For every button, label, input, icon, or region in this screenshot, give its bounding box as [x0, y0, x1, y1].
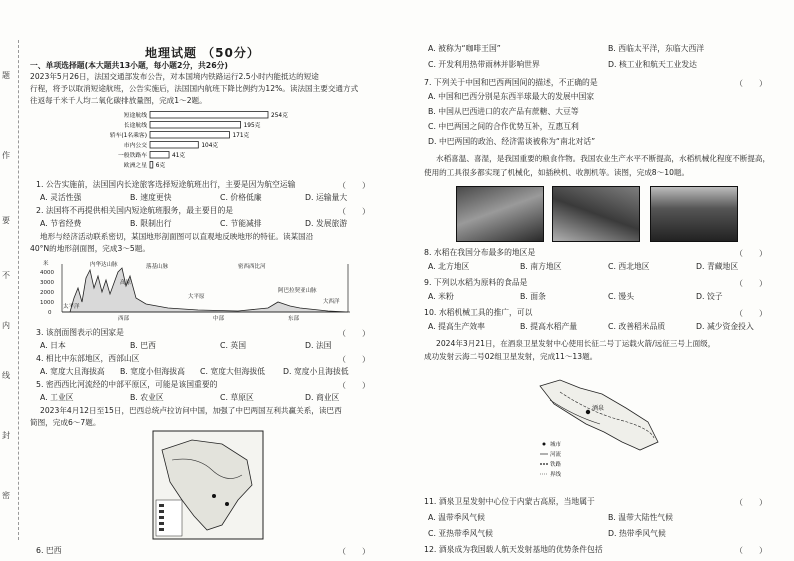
option: A. 提高生产效率	[428, 322, 485, 331]
legend-item: 城市	[550, 442, 562, 448]
margin-char: 不	[2, 271, 10, 280]
intro-line: 2023年4月12日至15日，巴西总统卢拉访问中国，加强了中巴两国互利共赢关系，读巴西	[40, 406, 342, 415]
option: A. 节省经费	[40, 219, 82, 228]
y-tick: 3000	[40, 280, 54, 286]
city-marker	[586, 410, 590, 414]
section-heading: 一、单项选择题(本大题共13小题，每小题2分，共26分)	[30, 61, 228, 70]
bar	[150, 132, 229, 139]
y-tick: 0	[48, 310, 52, 316]
profile-label: 大平原	[188, 294, 205, 300]
option: B. 限制出行	[130, 219, 172, 228]
question-stem: 5. 密西西比河流经的中部平原区，可能是该国重要的	[36, 380, 218, 389]
option: C. 开发利用热带雨林并影响世界	[428, 60, 540, 69]
legend-item: 界线	[550, 472, 562, 478]
city-label: 酒泉	[592, 405, 605, 412]
question-stem: 3. 该剖面图表示的国家是	[36, 328, 124, 337]
option: A. 工业区	[40, 393, 74, 402]
bar	[150, 122, 241, 129]
option: D. 商业区	[305, 393, 340, 402]
option: A. 被称为“咖啡王国”	[428, 44, 501, 53]
answer-blank[interactable]: （ ）	[338, 381, 370, 390]
option: C. 英国	[220, 341, 246, 350]
answer-blank[interactable]: （ ）	[735, 498, 767, 507]
option: B. 巴西	[130, 341, 156, 350]
option: D. 宽度小且海拔低	[283, 367, 349, 376]
question-stem: 10. 水稻机械工具的推广，可以	[424, 308, 533, 317]
margin-char: 内	[2, 321, 10, 330]
option: C. 亚热带季风气候	[428, 529, 493, 538]
option: C. 馒头	[608, 292, 634, 301]
option: C. 宽度大但海拔低	[200, 367, 265, 376]
rice-photo-1	[456, 186, 544, 242]
profile-label: 落基山脉	[146, 264, 169, 270]
answer-blank[interactable]: （ ）	[735, 249, 767, 258]
option: B. 提高水稻产量	[520, 322, 578, 331]
category-label: 轿车(1名乘客)	[109, 133, 147, 139]
option: D. 热带季风气候	[608, 529, 666, 538]
option: A. 中国和巴西分别是东西半球最大的发展中国家	[428, 92, 595, 101]
jiuquan-map	[530, 372, 670, 482]
value-label: 104克	[201, 143, 219, 149]
margin-char: 作	[2, 151, 10, 160]
option: D. 法国	[305, 341, 332, 350]
intro-line: 行程，将予以取消短途航班，公告实施后，法国国内航班下降比例约为12%。读法国主要交通方式	[30, 84, 359, 93]
question-stem: 11. 酒泉卫星发射中心位于内蒙古高原，当地属于	[424, 497, 595, 506]
bar	[150, 142, 198, 149]
question-stem: 4. 相比中东部地区，西部山区	[36, 354, 140, 363]
option: A. 米粉	[428, 292, 454, 301]
category-label: 一般铁路车	[118, 153, 147, 159]
intro-line: 往返每千米千人均二氧化碳排放量图，完成1～2题。	[30, 96, 207, 105]
option: C. 节能减排	[220, 219, 262, 228]
option: D. 发展旅游	[305, 219, 348, 228]
margin-char: 封	[2, 431, 10, 440]
intro-line: 水稻喜温、喜湿，是我国重要的粮食作物。我国农业生产水平不断提高，水稻机械化程度不断提高，	[436, 154, 771, 163]
option: C. 改善稻米品质	[608, 322, 666, 331]
answer-blank[interactable]: （ ）	[735, 546, 767, 555]
option: B. 速度更快	[130, 193, 172, 202]
option: C. 价格低廉	[220, 193, 262, 202]
option: C. 草原区	[220, 393, 254, 402]
answer-blank[interactable]: （ ）	[735, 79, 767, 88]
rice-photo-2	[552, 186, 640, 242]
intro-line: 成功发射云海二号02组卫星发射，完成11～13题。	[424, 352, 598, 361]
y-unit: 米	[43, 261, 49, 267]
option: B. 西临太平洋，东临大西洋	[608, 44, 705, 53]
value-label: 254克	[271, 113, 288, 119]
y-tick: 4000	[40, 270, 54, 276]
option: B. 中国从巴西进口的农产品有蔗糖、大豆等	[428, 107, 579, 116]
category-label: 长途航线	[123, 123, 147, 129]
profile-label: 阿巴拉契亚山脉	[278, 288, 317, 294]
intro-line: 地形与经济活动联系密切，某国地形剖面图可以直观地反映地形的特征。读某国沿	[40, 232, 314, 241]
intro-line: 使用的工具很多都实现了机械化，如插秧机、收割机等。读图，完成8～10题。	[424, 168, 690, 177]
page-title: 地理试题 （50分）	[145, 46, 260, 60]
option: C. 西北地区	[608, 262, 650, 271]
option: A. 宽度大且海拔高	[40, 367, 105, 376]
terrain-profile	[38, 258, 358, 324]
bar	[150, 112, 268, 119]
question-stem: 2. 法国将不再提供相关国内短途航班服务，最主要目的是	[36, 206, 234, 215]
bar	[150, 152, 169, 159]
option: B. 宽度小但海拔高	[120, 367, 185, 376]
option: D. 饺子	[696, 292, 723, 301]
margin-char: 要	[2, 216, 10, 225]
option: A. 温带季风气候	[428, 513, 485, 522]
option: D. 中巴两国的政治、经济需谈被称为“南北对话”	[428, 137, 596, 146]
profile-label: 大西洋	[323, 299, 340, 305]
category-label: 市内公交	[123, 143, 147, 149]
value-label: 41克	[172, 153, 186, 159]
emission-bar-chart	[100, 108, 330, 174]
option: B. 南方地区	[520, 262, 562, 271]
rice-photo-3	[650, 186, 738, 242]
option: B. 温带大陆性气候	[608, 513, 673, 522]
answer-blank[interactable]: （ ）	[338, 181, 370, 190]
option: B. 农业区	[130, 393, 164, 402]
profile-label: 太平洋	[63, 304, 80, 310]
option: D. 减少资金投入	[696, 322, 754, 331]
option: D. 运输量大	[305, 193, 348, 202]
bar	[150, 162, 153, 169]
option: B. 面条	[520, 292, 546, 301]
profile-label: 内华达山脉	[90, 262, 118, 268]
option: D. 青藏地区	[696, 262, 739, 271]
question-stem: 9. 下列以水稻为原料的食品是	[424, 278, 528, 287]
question-stem: 12. 酒泉成为我国载人航天发射基地的优势条件包括	[424, 545, 603, 554]
answer-blank[interactable]: （ ）	[338, 547, 370, 556]
intro-line: 简图，完成6～7题。	[30, 418, 101, 427]
legend-item: 河流	[550, 452, 562, 458]
question-stem: 1. 公告实施前，法国国内长途旅客选择短途航班出行，主要是因为航空运输	[36, 180, 296, 189]
question-stem: 8. 水稻在我国分布最多的地区是	[424, 248, 536, 257]
profile-label: 东部	[288, 316, 300, 322]
margin-char: 题	[2, 71, 10, 80]
profile-label: 密西西比河	[238, 264, 266, 270]
intro-line: 2023年5月26日，法国交通部发布公告，对本国境内铁路运行2.5小时内能抵达的短途	[30, 72, 319, 81]
question-stem: 6. 巴西	[36, 546, 62, 555]
brazil-map	[152, 430, 264, 540]
margin-char: 线	[2, 371, 10, 380]
option: A. 北方地区	[428, 262, 470, 271]
intro-line: 40°N的地形剖面图，完成3～5题。	[30, 244, 150, 253]
answer-blank[interactable]: （ ）	[735, 309, 767, 318]
answer-blank[interactable]: （ ）	[338, 355, 370, 364]
option: A. 灵活性强	[40, 193, 82, 202]
answer-blank[interactable]: （ ）	[338, 207, 370, 216]
answer-blank[interactable]: （ ）	[735, 279, 767, 288]
option: C. 中巴两国之间的合作优势互补，互惠互利	[428, 122, 579, 131]
value-label: 195克	[243, 123, 261, 129]
y-tick: 1000	[40, 300, 54, 306]
legend-item: 铁路	[550, 462, 562, 468]
value-label: 171克	[232, 133, 250, 139]
option: A. 日本	[40, 341, 66, 350]
option: D. 核工业和航天工业发达	[608, 60, 697, 69]
answer-blank[interactable]: （ ）	[338, 329, 370, 338]
category-label: 欧洲之星	[123, 163, 147, 169]
y-tick: 2000	[40, 290, 54, 296]
intro-line: 2024年3月21日，在酒泉卫星发射中心使用长征二号丁运载火箭/远征三号上面级，	[436, 339, 716, 348]
binding-line	[18, 40, 19, 540]
value-label: 6克	[155, 163, 166, 169]
profile-label: 高原	[120, 280, 132, 286]
category-label: 短途航线	[123, 113, 147, 119]
question-stem: 7. 下列关于中国和巴西两国间的描述，不正确的是	[424, 78, 598, 87]
profile-label: 西部	[118, 316, 130, 322]
margin-char: 密	[2, 491, 10, 500]
profile-label: 中部	[213, 316, 225, 322]
